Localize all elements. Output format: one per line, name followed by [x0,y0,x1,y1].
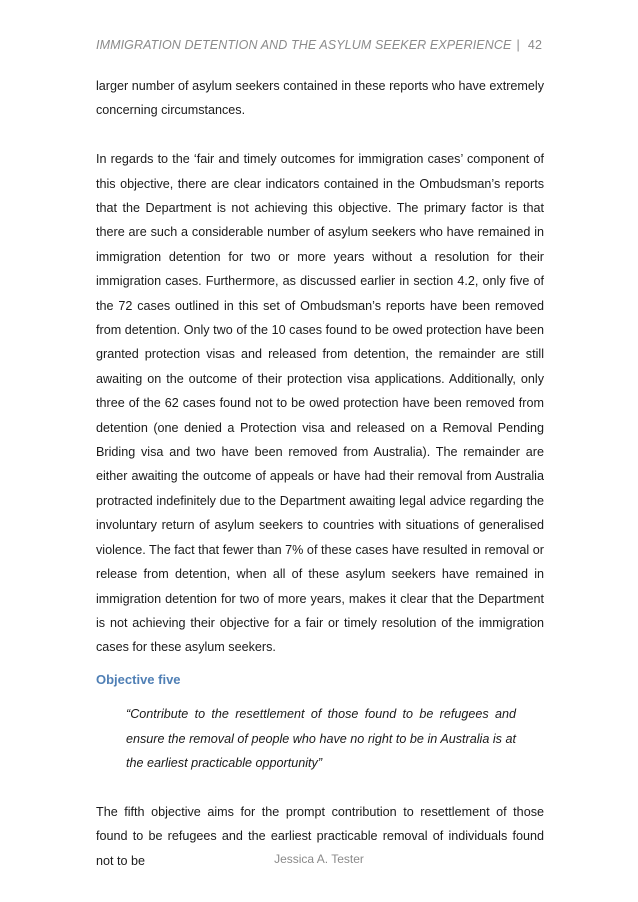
page-footer [0,852,638,866]
page-number: 42 [527,38,542,52]
paragraph-fifth-objective: The fifth objective aims for the prompt contribution to resettlement of those found to be refugees and the earliest practicable removal of individuals found not to be [96,804,544,868]
section-heading: Objective five [96,671,181,687]
header-separator: | [516,38,520,52]
page-header [96,38,546,56]
page-number-block [517,38,542,52]
paragraph-continuation: larger number of asylum seekers contained in these reports who have extremely concerning circumstances. [96,79,544,118]
document-body [96,74,544,897]
running-title: IMMIGRATION DETENTION AND THE ASYLUM SEEKER EXPERIENCE [96,38,512,52]
footer-author: Jessica A. Tester [274,852,364,866]
paragraph-fair-timely-outcomes: In regards to the ‘fair and timely outcomes for immigration cases’ component of this objective, there are clear indicators contained in the Ombudsman’s reports that the Department is not achieving this objective. The primary factor is that there are such a considerable number of asylum seekers who have remained in immigration detention for two or more years without a resolution for their immigration cases. Furthermore, as discussed earlier in section 4.2, only five of the 72 cases outlined in this set of Ombudsman’s reports have been removed from detention. Only two of the 10 cases found to be owed protection have been granted protection visas and released from detention, the remainder are still awaiting on the outcome of their protection visa applications. Additionally, only three of the 62 cases found not to be owed protection have been removed from detention (one denied a Protection visa and released on a Removal Pending Briding visa and two have been removed from Australia). The remainder are either awaiting the outcome of appeals or have had their removal from Australia protracted indefinitely due to the Department awaiting legal advice regarding the involuntary return of asylum seekers to countries with situations of generalised violence. The fact that fewer than 7% of these cases have resulted in removal or release from detention, when all of these asylum seekers have remained in immigration detention for two of more years, makes it clear that the Department is not achieving their objective for a fair or timely resolution of the immigration cases for these asylum seekers. [96,152,544,655]
objective-quote: “Contribute to the resettlement of those found to be refugees and ensure the removal of people who have no right to be in Australia is at the earliest practicable opportunity” [126,707,516,770]
